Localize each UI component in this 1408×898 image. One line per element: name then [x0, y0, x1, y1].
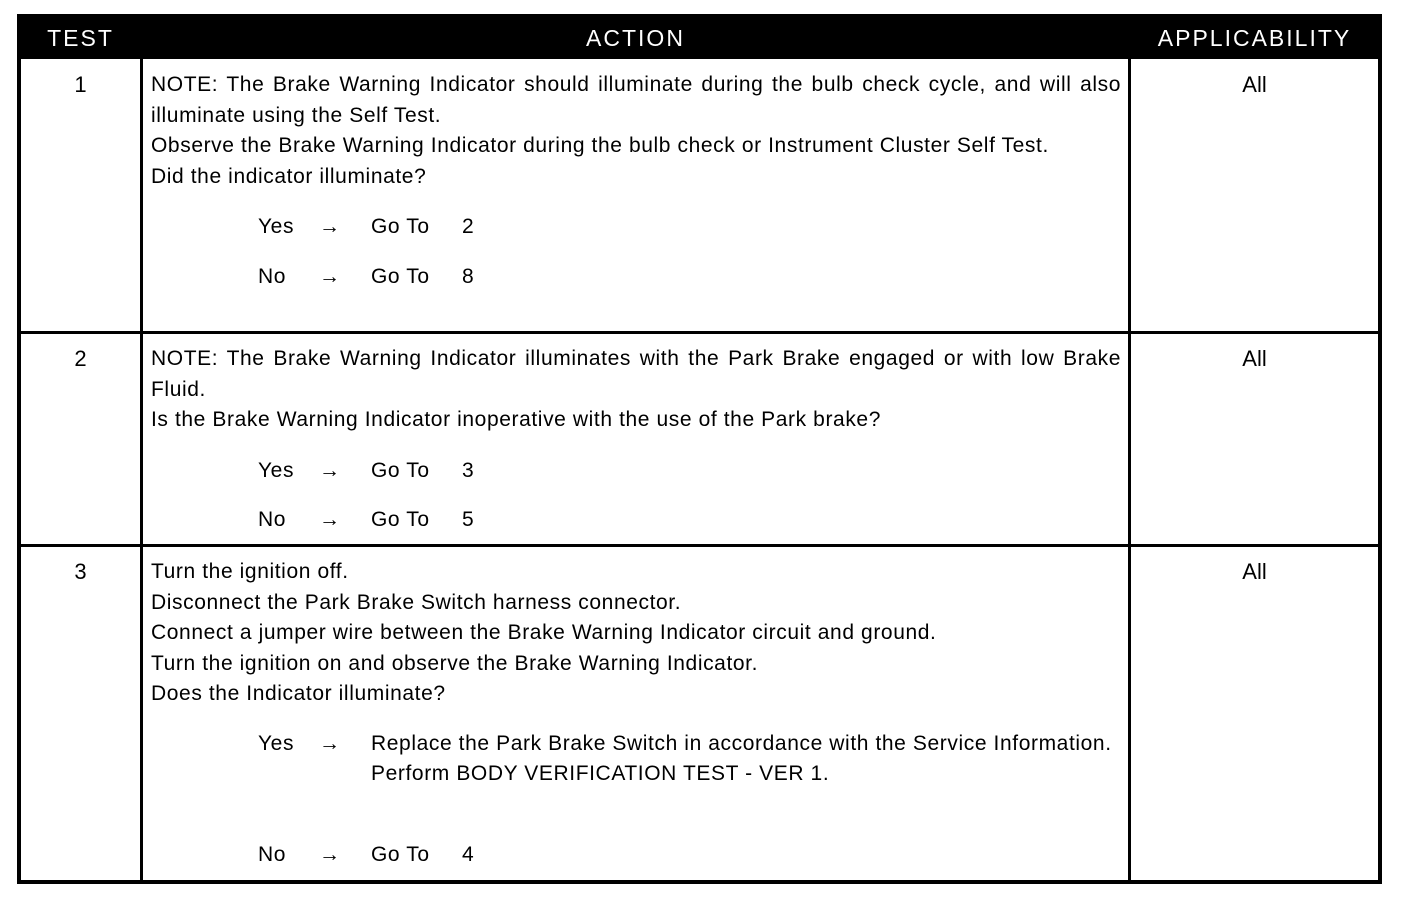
- test-number: 1: [74, 72, 87, 97]
- yes-label: Yes: [258, 215, 295, 238]
- replace-instruction: Replace the Park Brake Switch in accordance with the Service Information.: [371, 731, 1112, 755]
- action-cell: [151, 70, 1121, 292]
- arrow-right-icon: →: [319, 731, 341, 755]
- header-applicability: APPLICABILITY: [1157, 25, 1352, 51]
- yes-answer: [151, 212, 1121, 243]
- action-cell: [151, 557, 1121, 870]
- arrow-right-icon: →: [319, 508, 341, 531]
- yes-label: Yes: [258, 731, 295, 755]
- goto-label: Go To: [371, 842, 430, 866]
- test-number: 3: [74, 559, 87, 584]
- instruction-text: Observe the Brake Warning Indicator during the bulb check or Instrument Cluster Self Test.: [151, 134, 1049, 157]
- header-test: TEST: [47, 25, 114, 51]
- goto-label: Go To: [371, 508, 430, 531]
- arrow-right-icon: →: [319, 842, 341, 866]
- applicability-value: All: [1242, 72, 1267, 97]
- no-label: No: [258, 264, 287, 288]
- yes-label: Yes: [258, 458, 295, 482]
- note-text: NOTE: The Brake Warning Indicator illuminates with the Park Brake engaged or with low Brake Fluid.: [151, 347, 1121, 401]
- no-answer: [151, 505, 1121, 536]
- arrow-right-icon: →: [319, 215, 341, 238]
- goto-target: 5: [462, 508, 475, 531]
- test-number: 2: [74, 346, 87, 371]
- goto-label: Go To: [371, 264, 430, 288]
- diagnostic-test-table: [17, 14, 1382, 884]
- header-action: ACTION: [586, 25, 685, 51]
- question-text: Is the Brake Warning Indicator inoperative with the use of the Park brake?: [151, 408, 881, 431]
- note-text: NOTE: The Brake Warning Indicator should illuminate during the bulb check cycle, and will also illuminate using the Self Test.: [151, 73, 1121, 127]
- goto-label: Go To: [371, 215, 430, 238]
- table-row: [21, 547, 1378, 884]
- goto-label: Go To: [371, 458, 430, 482]
- yes-answer: [151, 729, 1121, 821]
- goto-target: 4: [462, 842, 475, 866]
- goto-target: 8: [462, 264, 475, 288]
- goto-target: 2: [462, 215, 475, 238]
- yes-instruction: [371, 729, 1121, 790]
- question-text: Did the indicator illuminate?: [151, 164, 427, 188]
- yes-answer: [151, 456, 1121, 487]
- arrow-right-icon: →: [319, 264, 341, 288]
- no-answer: [151, 262, 1121, 293]
- no-label: No: [258, 508, 287, 531]
- action-cell: [151, 344, 1121, 536]
- no-label: No: [258, 842, 287, 866]
- table-header: [21, 18, 1378, 59]
- table-row: [21, 334, 1378, 544]
- applicability-value: All: [1242, 346, 1267, 371]
- applicability-value: All: [1242, 559, 1267, 584]
- instruction-text: Turn the ignition off.: [151, 560, 349, 583]
- instruction-text: Disconnect the Park Brake Switch harness connector.: [151, 590, 682, 614]
- question-text: Does the Indicator illuminate?: [151, 682, 446, 705]
- instruction-text: Turn the ignition on and observe the Brake Warning Indicator.: [151, 651, 759, 675]
- goto-target: 3: [462, 458, 475, 482]
- table-row: [21, 59, 1378, 331]
- no-answer: [151, 840, 1121, 871]
- instruction-text: Connect a jumper wire between the Brake Warning Indicator circuit and ground.: [151, 621, 937, 644]
- verification-instruction: Perform BODY VERIFICATION TEST - VER 1.: [371, 762, 830, 785]
- arrow-right-icon: →: [319, 458, 341, 482]
